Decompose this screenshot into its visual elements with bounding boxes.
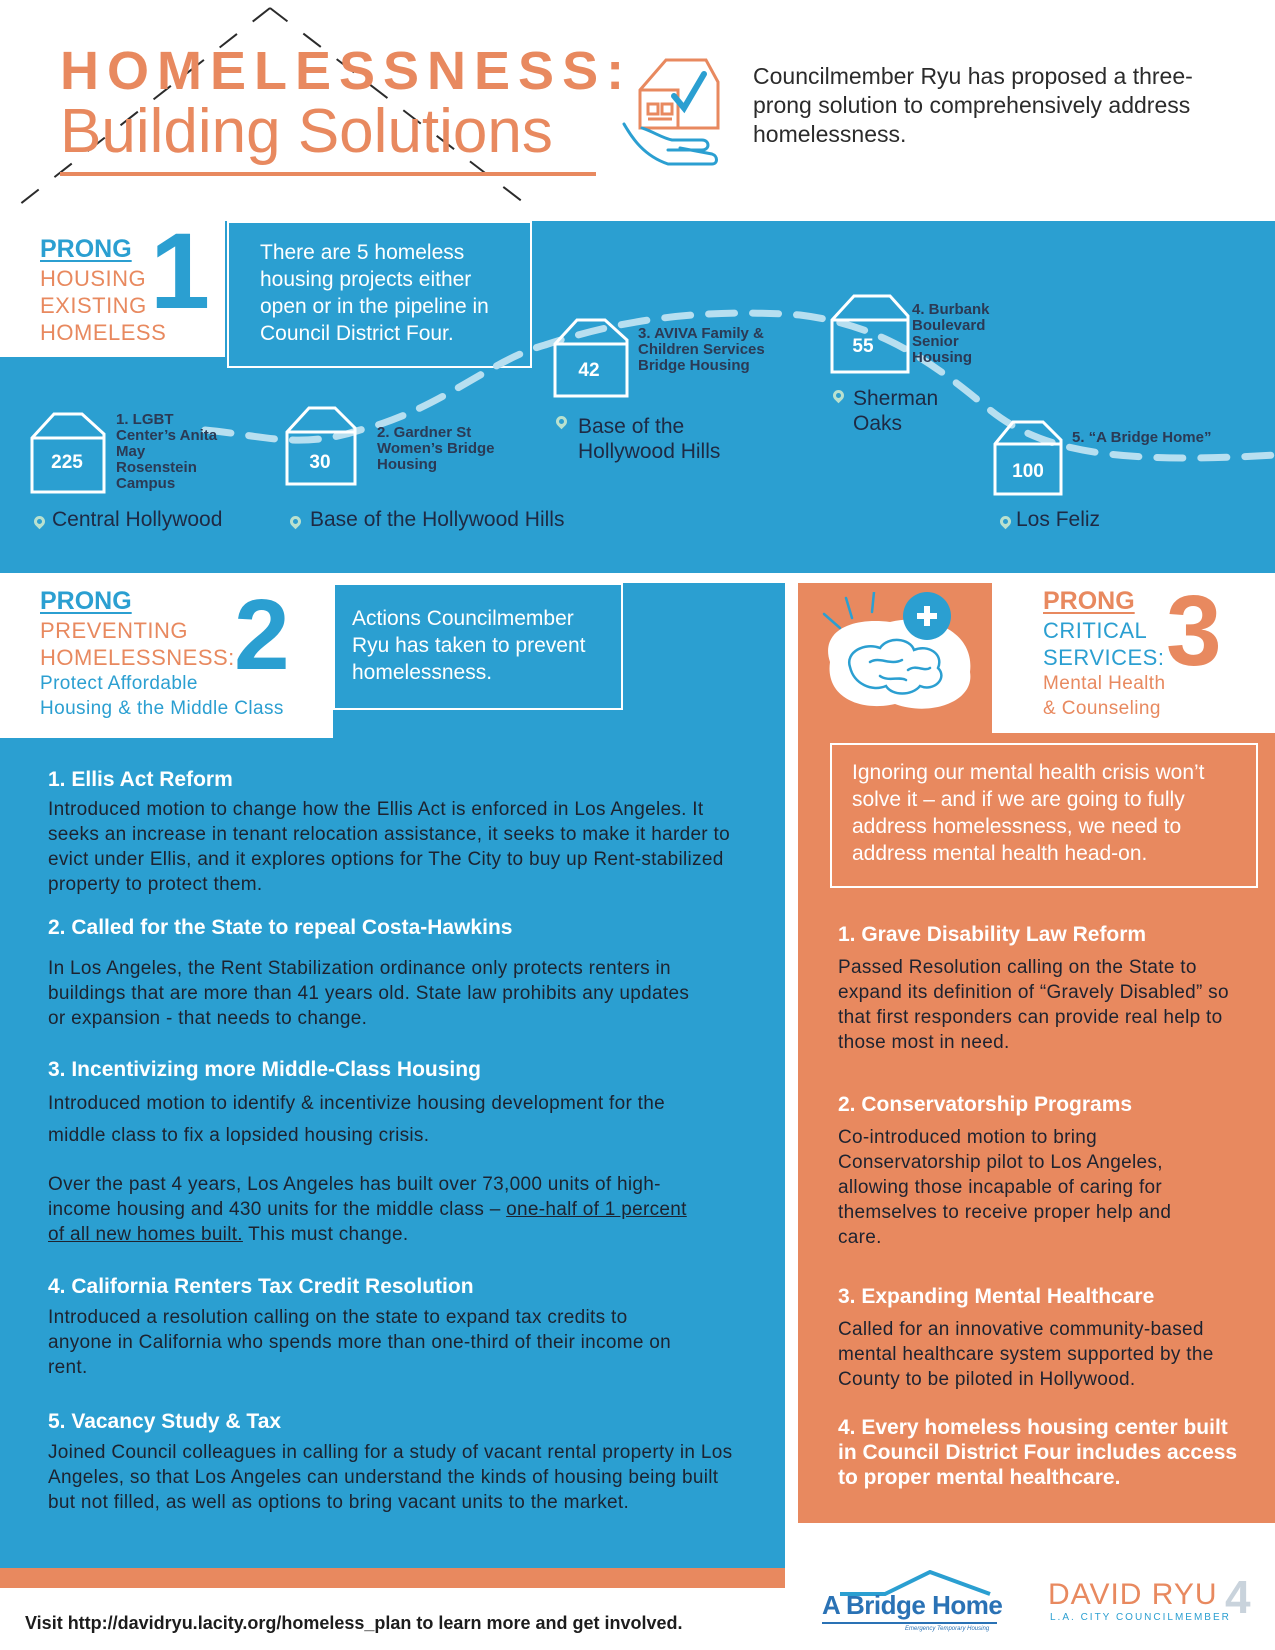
prong-1-callout: There are 5 homeless housing projects either open or in the pipeline in Council District Four. (260, 241, 489, 345)
prong-2-title-line: PREVENTING (40, 618, 189, 643)
house-in-hand-icon (618, 52, 738, 182)
project-units: 55 (852, 336, 874, 357)
logo-ryu-name: DAVID RYU (1048, 1578, 1218, 1611)
item-title: 3. Incentivizing more Middle-Class Housing (48, 1058, 481, 1081)
project-units: 30 (309, 452, 331, 473)
logo-ryu-title: L.A. CITY COUNCILMEMBER (1050, 1612, 1231, 1623)
project-house-icon (830, 294, 912, 376)
prong-2-item (48, 1058, 708, 1247)
project-name: 1. LGBT Center’s Anita May Rosenstein Campus (116, 411, 218, 492)
logo-ryu-district-number: 4 (1225, 1571, 1251, 1623)
project-house-icon (553, 318, 633, 398)
prong-3-closing: 4. Every homeless housing center built in Council District Four includes access to proper mental healthcare. (838, 1416, 1238, 1489)
prong-2-item (48, 1275, 688, 1380)
prong-2-subtitle-line: Housing & the Middle Class (40, 698, 284, 719)
project-location: Sherman Oaks (853, 387, 939, 435)
item-title: 1. Grave Disability Law Reform (838, 923, 1147, 946)
prong-2-subtitle-line: Protect Affordable (40, 673, 198, 694)
item-body-2-post: This must change. (242, 1224, 409, 1245)
item-body: Introduced motion to identify & incentivize housing development for the middle class to fix a lopsided housing crisis. (48, 1093, 665, 1146)
item-title: 1. Ellis Act Reform (48, 768, 233, 791)
item-body: Joined Council colleagues in calling for a study of vacant rental property in Los Angeles, so that Los Angeles can understand the kinds of housing being built but not filled, as well as options to bring vacant units to the market. (48, 1442, 733, 1513)
item-title: 2. Conservatorship Programs (838, 1093, 1133, 1116)
footer-cta: Visit http://davidryu.lacity.org/homeless_plan to learn more and get involved. (25, 1613, 683, 1633)
prong-3-subtitle (1043, 671, 1165, 721)
item-body: Called for an innovative community-based mental healthcare system supported by the County to be piloted in Hollywood. (838, 1319, 1214, 1390)
project-house-icon (993, 420, 1065, 496)
item-body-2-pre: Over the past 4 years, Los Angeles has built over 73,000 units of high-income housing and 430 units for the middle class – (48, 1174, 661, 1220)
title-underline (60, 172, 596, 176)
project-location: Base of the Hollywood Hills (310, 508, 565, 531)
item-body: Introduced a resolution calling on the state to expand tax credits to anyone in California who spends more than one-third of their income on rent. (48, 1307, 672, 1378)
project-name: 5. “A Bridge Home” (1072, 429, 1212, 446)
prong-3-item (838, 1285, 1243, 1392)
prong-3-subtitle-line: & Counseling (1043, 698, 1161, 719)
prong-label: PRONG (40, 587, 132, 615)
logo-bridge-text: A Bridge Home (822, 1590, 1003, 1620)
project-units: 42 (578, 360, 600, 381)
prong-1-number: 1 (150, 210, 211, 331)
intro-text: Councilmember Ryu has proposed a three-prong solution to comprehensively address homelessness. (753, 63, 1193, 147)
project-units: 225 (51, 452, 83, 473)
project-name: 2. Gardner St Women’s Bridge Housing (377, 424, 495, 473)
prong-1-title-line: EXISTING (40, 293, 147, 318)
logo-bridge-tagline: Emergency Temporary Housing (905, 1626, 990, 1632)
prong-3-number: 3 (1166, 575, 1222, 687)
project-location: Base of the Hollywood Hills (578, 415, 721, 463)
project-units: 100 (1012, 461, 1044, 482)
prong-3-title-line: CRITICAL (1043, 618, 1148, 643)
project-house-icon (285, 406, 360, 486)
a-bridge-home-logo (820, 1570, 1005, 1640)
orange-strip (0, 1568, 785, 1588)
prong-3-subtitle-line: Mental Health (1043, 673, 1166, 694)
item-body: Passed Resolution calling on the State to expand its definition of “Gravely Disabled” so that first responders can provide real help to those most in need. (838, 957, 1229, 1053)
title-line-1: HOMELESSNESS: (60, 41, 633, 101)
prong-label: PRONG (40, 235, 132, 263)
prong-3-callout: Ignoring our mental health crisis won’t solve it – and if we are going to fully address homelessness, we need to address mental health head-on. (852, 761, 1205, 865)
prong-2-title (40, 617, 235, 671)
logo-bridge-rule (822, 1622, 997, 1624)
prong-1-title-line: HOUSING (40, 266, 147, 291)
item-body: Co-introduced motion to bring Conservatorship pilot to Los Angeles, allowing those incapable of caring for themselves to receive proper help and care. (838, 1127, 1172, 1248)
item-body-2 (48, 1172, 708, 1247)
prong-3-callout-box (830, 743, 1258, 888)
prong-3-title (1043, 617, 1164, 671)
prong-2-callout: Actions Councilmember Ryu has taken to prevent homelessness. (352, 607, 586, 684)
prong-2-item (48, 916, 748, 1031)
item-title: 4. California Renters Tax Credit Resolution (48, 1275, 474, 1298)
project-name: 3. AVIVA Family & Children Services Bridge Housing (638, 325, 765, 374)
item-title: 2. Called for the State to repeal Costa-Hawkins (48, 916, 513, 939)
prong-2-callout-box (333, 583, 623, 710)
item-title: 5. Vacancy Study & Tax (48, 1410, 282, 1433)
prong-3-header (992, 575, 1275, 733)
david-ryu-logo (1048, 1571, 1270, 1628)
prong-2-number: 2 (234, 579, 290, 691)
prong-3-item (838, 923, 1238, 1055)
prong-3-item (838, 1093, 1183, 1250)
prong-label: PRONG (1043, 587, 1135, 615)
prong-3-title-line: SERVICES: (1043, 645, 1165, 670)
item-title: 3. Expanding Mental Healthcare (838, 1285, 1155, 1308)
prong-1-title-line: HOMELESS (40, 320, 167, 345)
item-body-2-link: one-half of 1 percent of all new homes built. (48, 1199, 687, 1245)
project-location: Central Hollywood (52, 508, 223, 531)
item-body: In Los Angeles, the Rent Stabilization ordinance only protects renters in buildings that are more than 41 years old. State law prohibits any updates or expansion - that needs to change. (48, 958, 690, 1029)
prong-2-title-line: HOMELESSNESS: (40, 645, 235, 670)
brain-medical-icon (810, 592, 990, 722)
item-body: Introduced motion to change how the Ellis Act is enforced in Los Angeles. It seeks an increase in tenant relocation assistance, it seeks to make it harder to evict under Ellis, and it explores options for The City to buy up Rent-stabilized property to protect them. (48, 799, 730, 895)
project-location: Los Feliz (1016, 508, 1101, 531)
prong-2-item (48, 1410, 748, 1515)
project-name: 4. Burbank Boulevard Senior Housing (912, 301, 990, 366)
prong-2-item (48, 768, 748, 897)
prong-2-header (0, 579, 333, 738)
title-line-2: Building Solutions (60, 97, 553, 166)
